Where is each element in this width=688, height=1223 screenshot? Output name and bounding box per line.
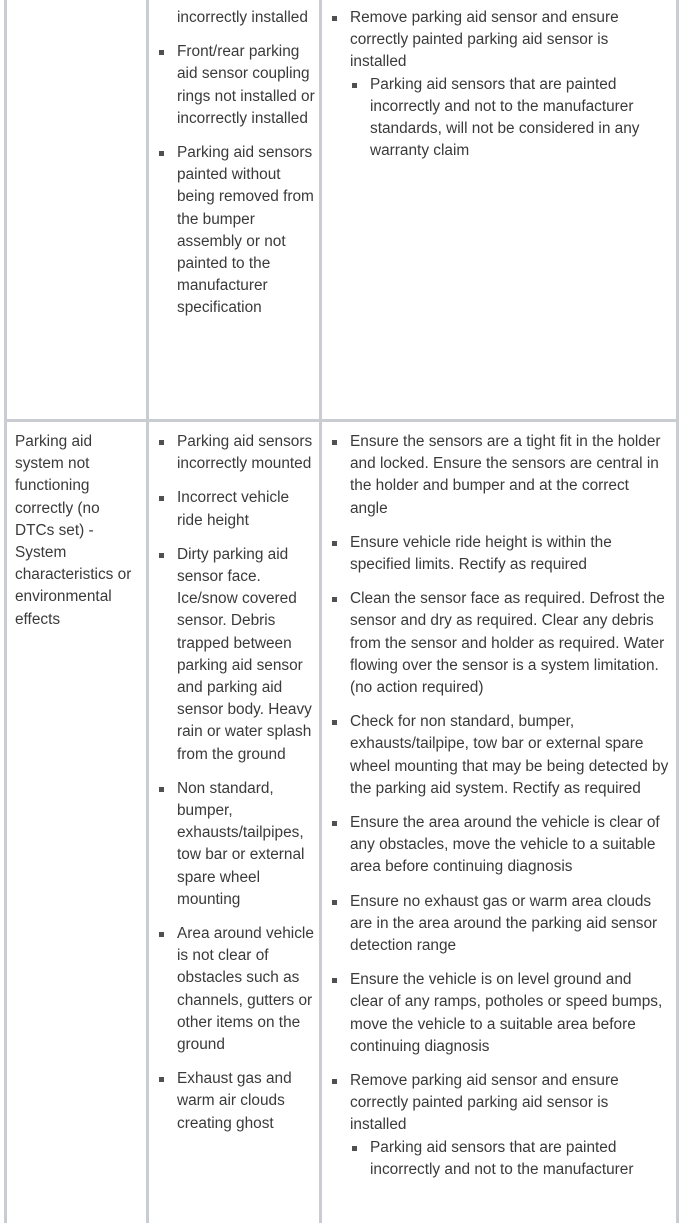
list-item: Exhaust gas and warm air clouds creating ghost <box>156 1068 316 1135</box>
bottom-row-cause-list <box>156 431 316 1135</box>
top-row-actions-cell <box>329 7 669 174</box>
column-divider-2 <box>319 0 322 1223</box>
list-item: Check for non standard, bumper, exhausts/tailpipe, tow bar or external spare wheel mounting that may be being detected by the parking aid system. Rectify as required <box>329 711 669 800</box>
list-item: Non standard, bumper, exhausts/tailpipes, tow bar or external spare wheel mounting <box>156 778 316 911</box>
top-row-causes-cell <box>156 7 316 332</box>
action-text: Remove parking aid sensor and ensure correctly painted parking aid sensor is installed <box>350 1072 619 1134</box>
top-row-action-list <box>329 7 669 162</box>
list-item: Ensure the sensors are a tight fit in the holder and locked. Ensure the sensors are central in the holder and bumper and at the correct angle <box>329 431 669 520</box>
list-item: Clean the sensor face as required. Defrost the sensor and dry as required. Clear any debris from the sensor and holder as required. Water flowing over the sensor is a system limitation. (no action required) <box>329 588 669 699</box>
top-row-cause-list <box>156 41 316 319</box>
list-item: Ensure the area around the vehicle is clear of any obstacles, move the vehicle to a suitable area before continuing diagnosis <box>329 812 669 879</box>
bottom-row-action-list <box>329 431 669 1181</box>
column-divider-1 <box>146 0 149 1223</box>
symptom-cell <box>15 431 141 631</box>
action-sub-list <box>350 1137 669 1181</box>
list-item: Area around vehicle is not clear of obstacles such as channels, gutters or other items on the ground <box>156 923 316 1056</box>
bottom-row-causes-cell <box>156 431 316 1147</box>
list-item: Ensure vehicle ride height is within the specified limits. Rectify as required <box>329 532 669 576</box>
sub-list-item: Parking aid sensors that are painted incorrectly and not to the manufacturer standards, will not be considered in any warranty claim <box>350 74 669 163</box>
list-item: Front/rear parking aid sensor coupling rings not installed or incorrectly installed <box>156 41 316 130</box>
list-item: Incorrect vehicle ride height <box>156 487 316 531</box>
list-item: Ensure no exhaust gas or warm area clouds are in the area around the parking aid sensor detection range <box>329 891 669 958</box>
list-item <box>329 7 669 162</box>
list-item: Ensure the vehicle is on level ground and clear of any ramps, potholes or speed bumps, move the vehicle to a suitable area before continuing diagnosis <box>329 969 669 1058</box>
symptom-text: Parking aid system not functioning correctly (no DTCs set) - System characteristics or environmental effects <box>15 433 132 628</box>
action-text: Remove parking aid sensor and ensure correctly painted parking aid sensor is installed <box>350 9 619 71</box>
cause-continuation: incorrectly installed <box>177 9 308 26</box>
action-sub-list <box>350 74 669 163</box>
table-border-right <box>676 0 679 1223</box>
table-border-left <box>4 0 7 1223</box>
list-item: Dirty parking aid sensor face. Ice/snow covered sensor. Debris trapped between parking aid sensor and parking aid sensor body. Heavy rain or water splash from the ground <box>156 544 316 766</box>
bottom-row-actions-cell <box>329 431 669 1193</box>
list-item: Parking aid sensors painted without being removed from the bumper assembly or not painted to the manufacturer specification <box>156 142 316 320</box>
row-divider <box>4 419 679 422</box>
sub-list-item: Parking aid sensors that are painted incorrectly and not to the manufacturer <box>350 1137 669 1181</box>
list-item: Parking aid sensors incorrectly mounted <box>156 431 316 475</box>
list-item <box>329 1070 669 1181</box>
